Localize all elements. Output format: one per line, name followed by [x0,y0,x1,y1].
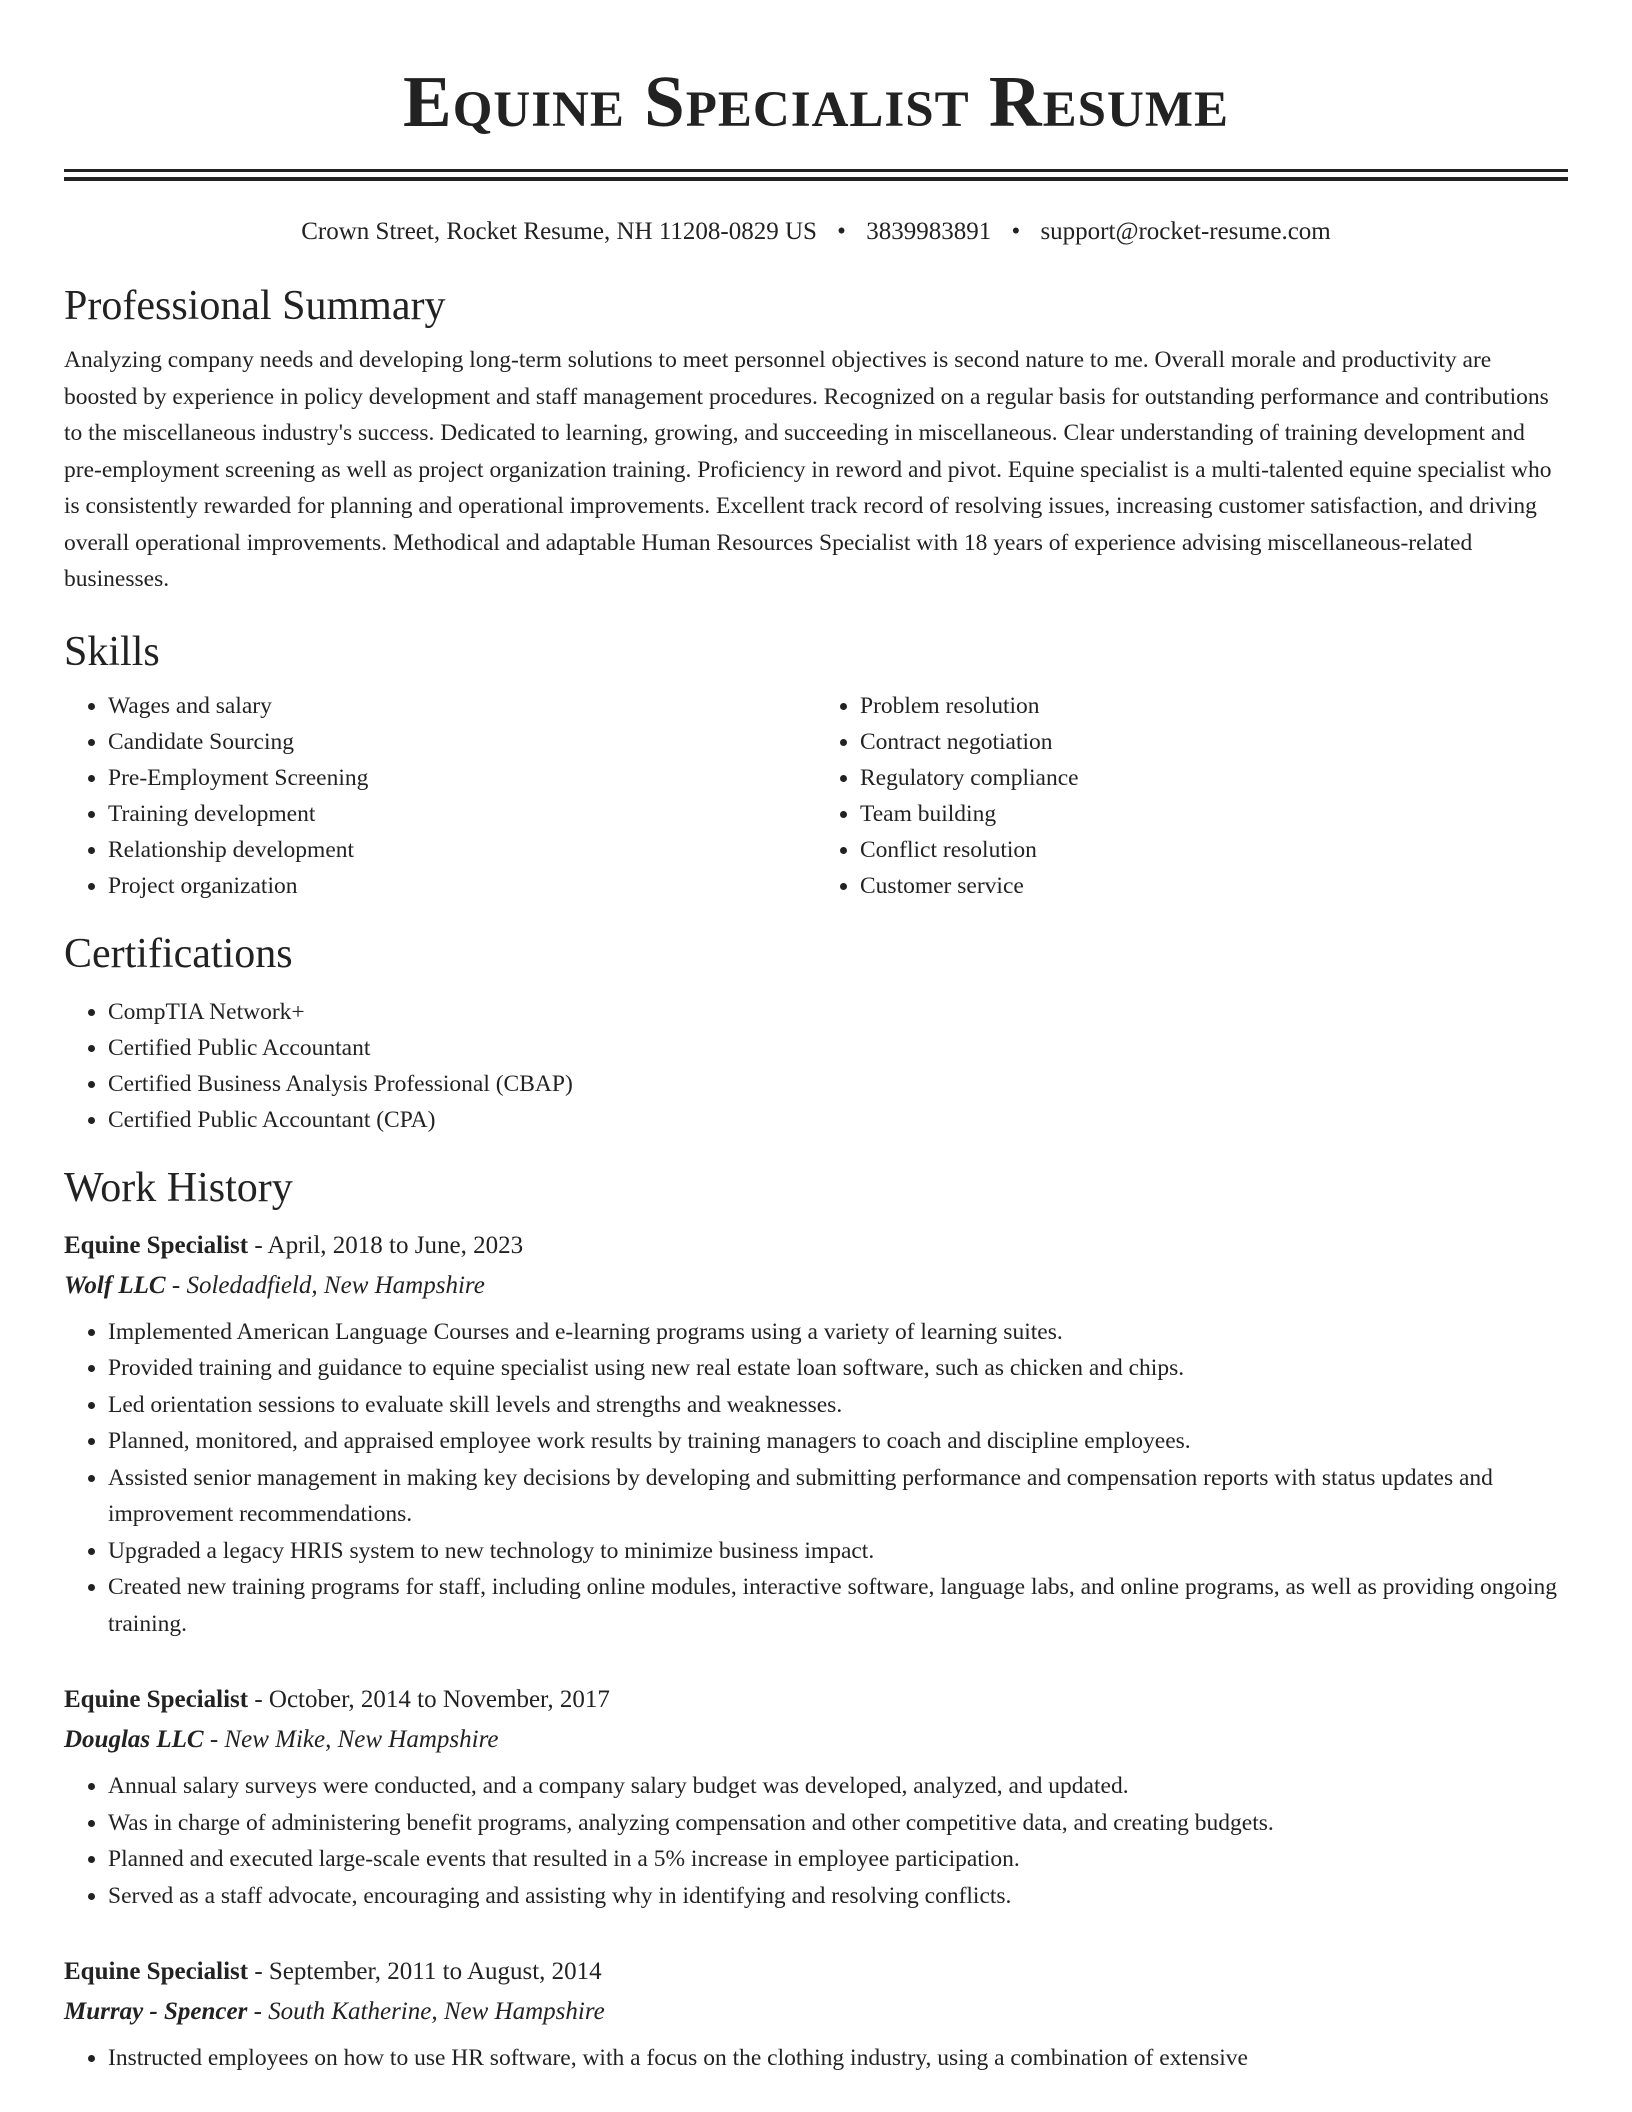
skill-item: • Candidate Sourcing [108,724,816,760]
job-duty: • Led orientation sessions to evaluate skill levels and strengths and weaknesses. [108,1387,1568,1424]
certification-item: • Certified Public Accountant (CPA) [108,1102,1568,1138]
job-title: Equine Specialist [64,1231,249,1259]
certification-item: • CompTIA Network+ [108,994,1568,1030]
job-company: Douglas LLC [64,1726,204,1753]
job-duty: • Was in charge of administering benefit programs, analyzing compensation and other competitive data, and creating budgets. [108,1805,1568,1842]
job-duties-list [64,2040,1568,2077]
job-title: Equine Specialist [64,1958,249,1985]
professional-summary-section [64,280,1568,598]
skill-item: • Customer service [860,868,1568,904]
job-duty: • Implemented American Language Courses and e-learning programs using a variety of learning suites. [108,1314,1568,1351]
job-company: Wolf LLC [64,1271,166,1299]
skill-item: • Contract negotiation [860,724,1568,760]
certifications-section [64,928,1568,1138]
skill-item: • Team building [860,796,1568,832]
contact-line [64,216,1568,248]
job-title-line [64,1226,1568,1266]
job-company-line [64,1266,1568,1306]
job-duties-list [64,1768,1568,1914]
section-heading-work-history: Work History [64,1164,293,1211]
certifications-list [64,994,1568,1138]
skill-item: • Project organization [108,868,816,904]
job-title-line [64,1680,1568,1720]
job-company-line [64,1992,1568,2032]
job-duty: • Created new training programs for staff, including online modules, interactive software, language labs, and online programs, as well as providing ongoing training. [108,1569,1568,1642]
job-entry [64,1680,1568,1914]
contact-email: support@rocket-resume.com [1040,218,1331,245]
title-divider-bottom [64,177,1568,181]
resume-title: Equine Specialist Resume [403,61,1229,142]
job-title-line [64,1952,1568,1992]
skills-list-right [816,688,1568,904]
certification-item: • Certified Business Analysis Professional (CBAP) [108,1066,1568,1102]
job-company: Murray - Spencer [64,1998,248,2025]
job-duty: • Planned and executed large-scale events that resulted in a 5% increase in employee participation. [108,1841,1568,1878]
job-dates: - October, 2014 to November, 2017 [248,1686,610,1713]
skills-columns [64,688,1568,904]
job-duties-list [64,1314,1568,1643]
job-duty: • Served as a staff advocate, encouraging and assisting why in identifying and resolving conflicts. [108,1878,1568,1915]
skills-section [64,626,1568,904]
job-duty: • Planned, monitored, and appraised employee work results by training managers to coach and discipline employees. [108,1423,1568,1460]
job-duty: • Annual salary surveys were conducted, and a company salary budget was developed, analyzed, and updated. [108,1768,1568,1805]
work-history-section [64,1162,1568,2077]
job-duty: • Instructed employees on how to use HR software, with a focus on the clothing industry, using a combination of extensive [108,2040,1568,2077]
job-entry [64,1226,1568,1643]
summary-text: Analyzing company needs and developing long-term solutions to meet personnel objectives is second nature to me. Overall morale and productivity are boosted by experience in policy development and staff management procedures. Recognized on a regular basis for outstanding performance and contributions to the miscellaneous industry's success. Dedicated to learning, growing, and succeeding in miscellaneous. Clear understanding of training development and pre-employment screening as well as project organization training. Proficiency in reword and pivot. Equine specialist is a multi-talented equine specialist who is consistently rewarded for planning and operational improvements. Excellent track record of resolving issues, increasing customer satisfaction, and driving overall operational improvements. Methodical and adaptable Human Resources Specialist with 18 years of experience advising miscellaneous-related businesses. [64,347,1552,592]
job-duty: • Assisted senior management in making key decisions by developing and submitting performance and compensation reports with status updates and improvement recommendations. [108,1460,1568,1533]
contact-separator: • [1011,218,1021,245]
skill-item: • Relationship development [108,832,816,868]
contact-phone: 3839983891 [866,218,992,245]
job-title: Equine Specialist [64,1686,249,1713]
section-heading-summary: Professional Summary [64,283,446,329]
job-entry [64,1952,1568,2077]
skills-list-left [64,688,816,904]
job-company-line [64,1720,1568,1760]
skill-item: • Wages and salary [108,688,816,724]
job-duty: • Provided training and guidance to equine specialist using new real estate loan software, such as chicken and chips. [108,1350,1568,1387]
skill-item: • Regulatory compliance [860,760,1568,796]
job-dates: - September, 2011 to August, 2014 [248,1958,602,1985]
section-heading-skills: Skills [64,628,160,675]
contact-address: Crown Street, Rocket Resume, NH 11208-0829 US [301,218,817,245]
skill-item: • Training development [108,796,816,832]
skill-item: • Conflict resolution [860,832,1568,868]
contact-separator: • [837,218,846,245]
job-location: - Soledadfield, New Hampshire [165,1271,485,1299]
job-location: - South Katherine, New Hampshire [247,1998,605,2025]
job-location: - New Mike, New Hampshire [203,1726,499,1753]
job-duty: • Upgraded a legacy HRIS system to new technology to minimize business impact. [108,1533,1568,1570]
title-divider-top [64,169,1568,172]
skill-item: • Problem resolution [860,688,1568,724]
section-heading-certifications: Certifications [64,930,293,977]
job-dates: - April, 2018 to June, 2023 [248,1231,524,1259]
skill-item: • Pre-Employment Screening [108,760,816,796]
certification-item: • Certified Public Accountant [108,1030,1568,1066]
